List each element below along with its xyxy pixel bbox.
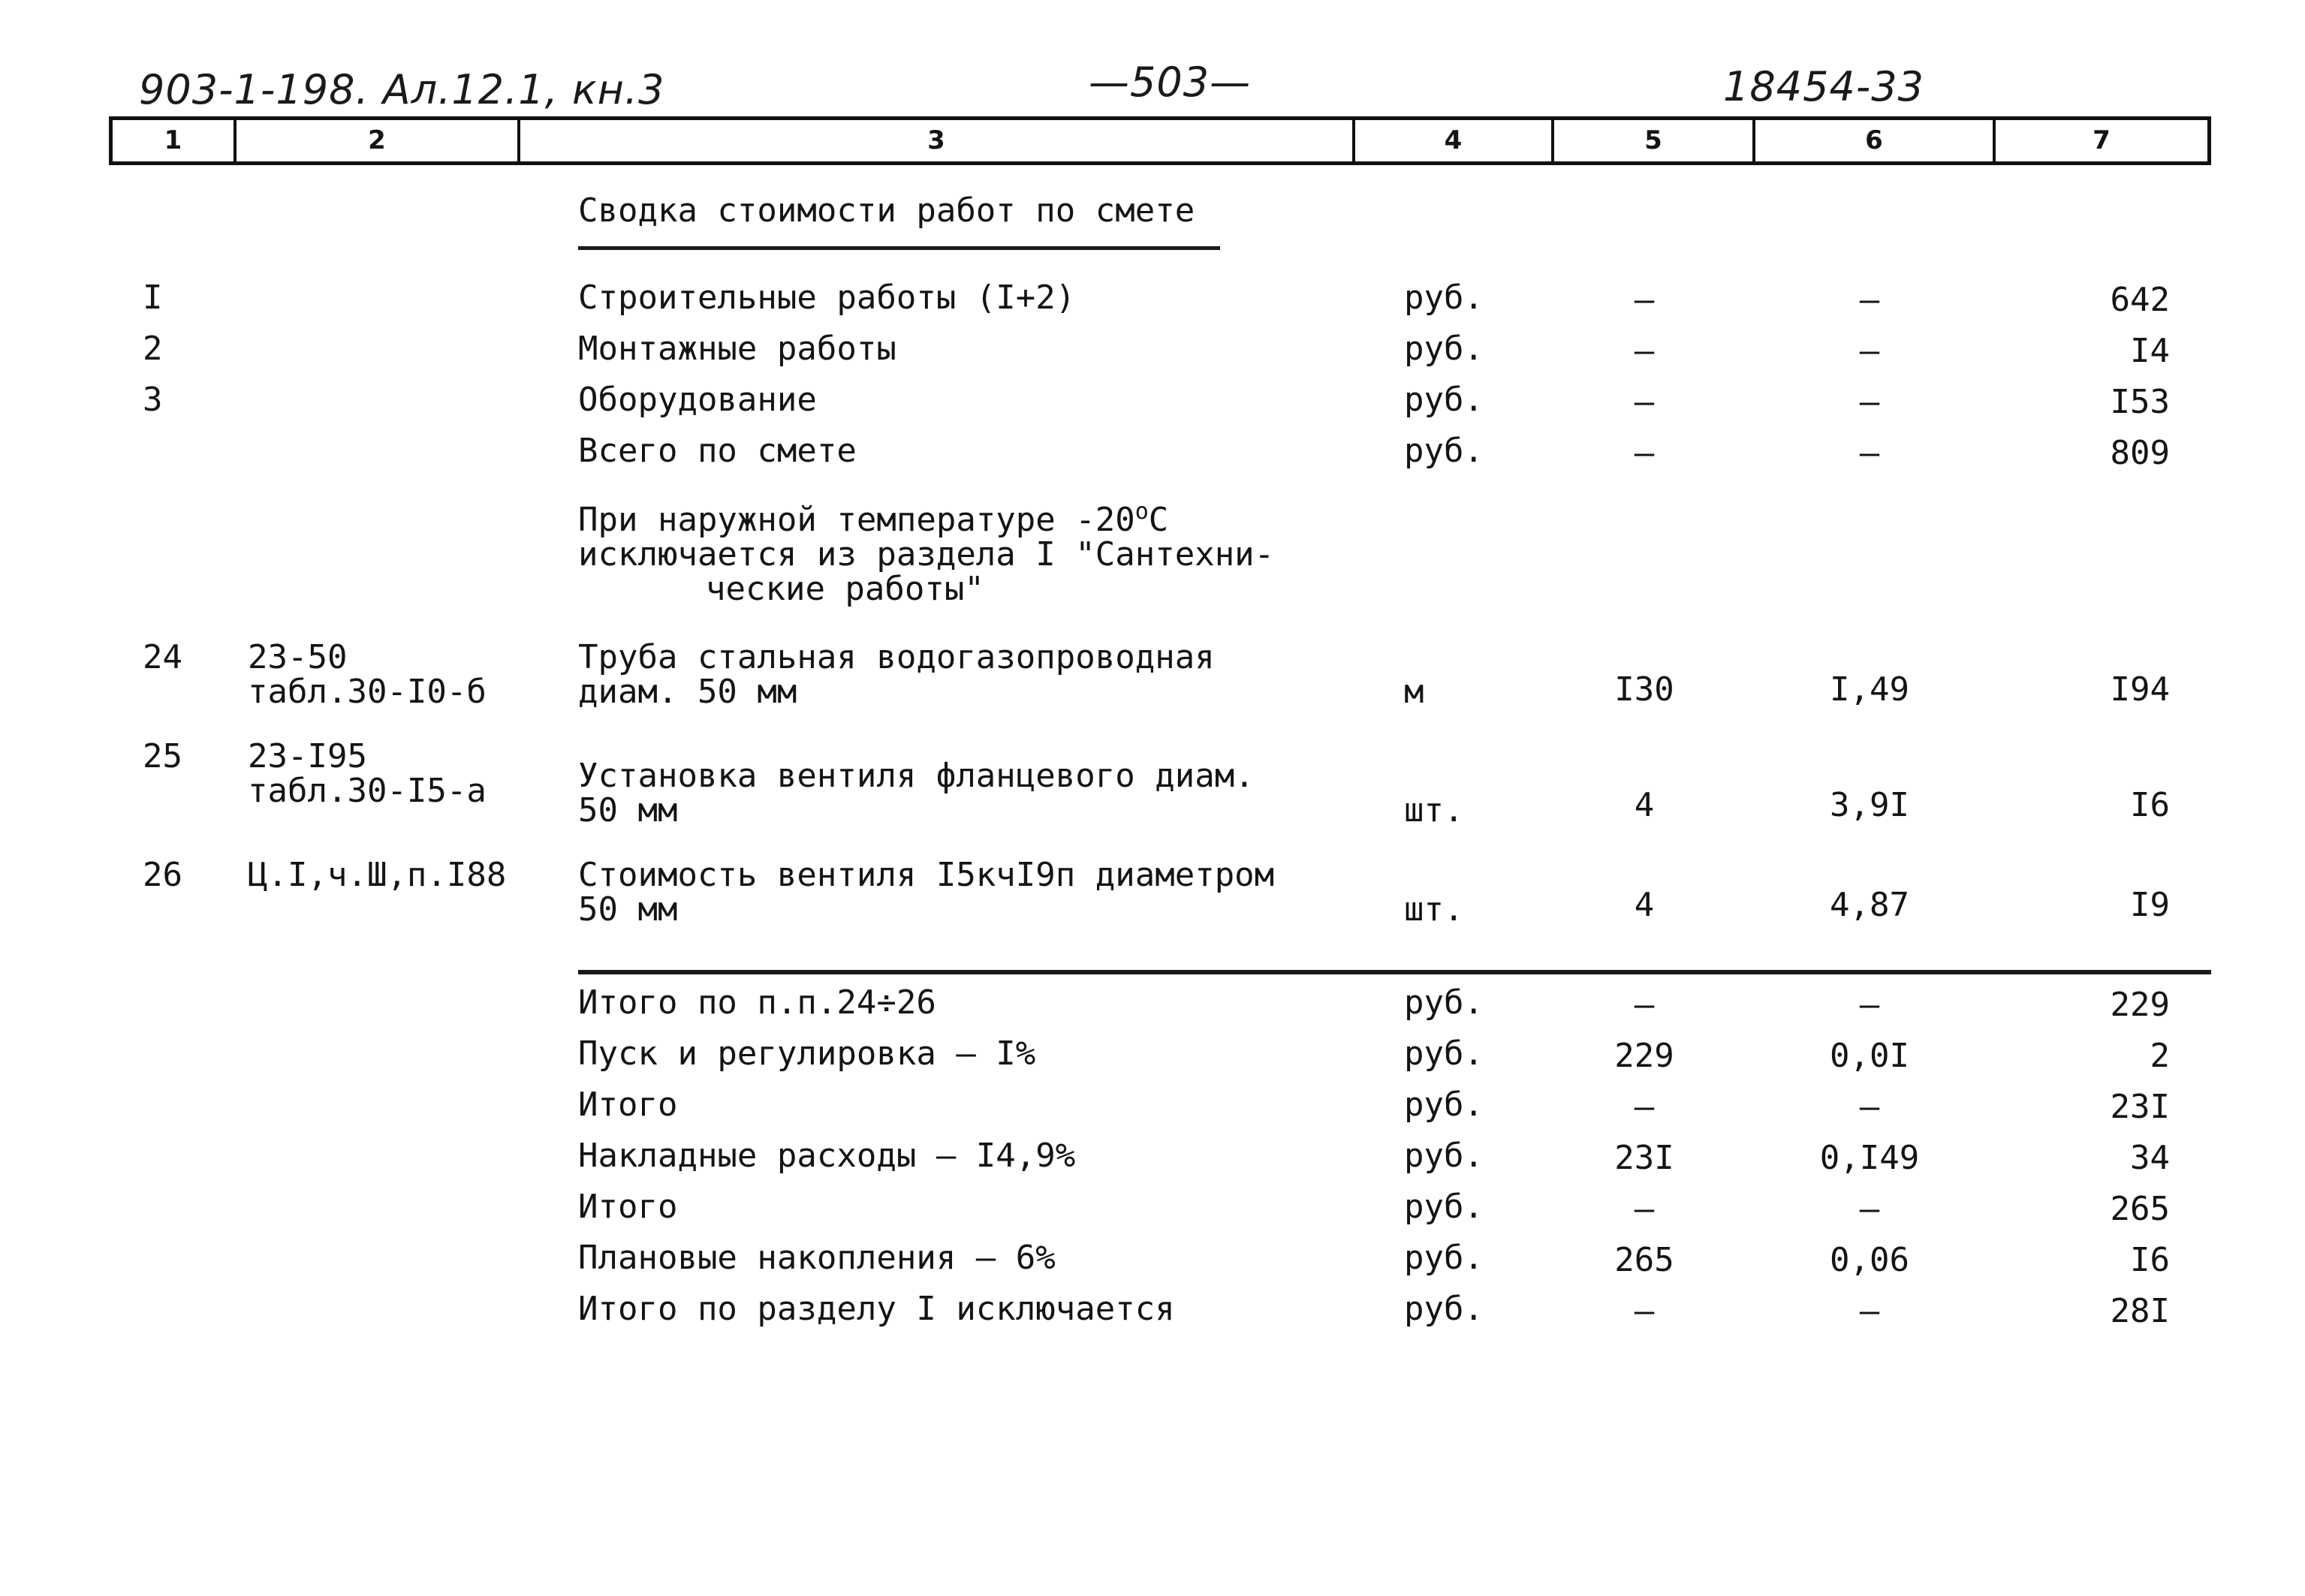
- column-header-7: 7: [2093, 125, 2111, 155]
- totals-name: Плановые накопления – 6%: [578, 1239, 1056, 1277]
- column-header-6: 6: [1755, 120, 1996, 161]
- column-header-5: 5: [1554, 120, 1755, 161]
- totals-price: 0,0I: [1830, 1037, 1909, 1075]
- totals-price: 0,06: [1830, 1241, 1909, 1279]
- row-total: 642: [2110, 281, 2170, 319]
- totals-total: 265: [2110, 1190, 2170, 1228]
- item-qty: 4: [1634, 786, 1655, 824]
- item-name: Стоимость вентиля I5кчI9п диаметром: [578, 856, 1275, 894]
- totals-qty: 229: [1614, 1037, 1674, 1075]
- column-header-3: 3: [520, 120, 1355, 161]
- totals-unit: руб.: [1404, 1034, 1484, 1073]
- item-price: 3,9I: [1830, 786, 1909, 824]
- item-name-cont: диам. 50 мм: [578, 673, 797, 711]
- totals-price: –: [1859, 1292, 1880, 1330]
- totals-unit: руб.: [1404, 1137, 1484, 1175]
- item-ref: 23-I95: [248, 737, 367, 775]
- item-unit: м: [1404, 673, 1424, 711]
- totals-total: I6: [2130, 1241, 2170, 1279]
- column-header-1: 1: [113, 120, 237, 161]
- totals-unit: руб.: [1404, 1188, 1484, 1226]
- item-unit: шт.: [1404, 890, 1464, 929]
- row-price: –: [1859, 332, 1880, 370]
- totals-name: Накладные расходы – I4,9%: [578, 1137, 1076, 1175]
- totals-unit: руб.: [1404, 1290, 1484, 1328]
- totals-total: 34: [2130, 1139, 2170, 1177]
- totals-total: 28I: [2110, 1292, 2170, 1330]
- totals-name: Итого по разделу I исключается: [578, 1290, 1175, 1328]
- row-unit: руб.: [1404, 279, 1484, 317]
- item-ref: 23-50: [248, 638, 348, 676]
- item-name-cont: 50 мм: [578, 890, 678, 929]
- row-price: –: [1859, 281, 1880, 319]
- item-number: 24: [143, 638, 182, 676]
- totals-name: Пуск и регулировка – I%: [578, 1034, 1036, 1073]
- item-number: 25: [143, 737, 182, 775]
- note-line-1: При наружной температуре -20$^o$C: [578, 498, 1169, 539]
- totals-price: 0,I49: [1819, 1139, 1920, 1177]
- item-qty: 4: [1634, 886, 1655, 924]
- row-total: I53: [2110, 383, 2170, 421]
- item-qty: I30: [1614, 670, 1674, 709]
- totals-name: Итого: [578, 1188, 678, 1226]
- totals-qty: 265: [1614, 1241, 1674, 1279]
- totals-separator: [578, 970, 2211, 974]
- totals-unit: руб.: [1404, 1086, 1484, 1124]
- item-number: 26: [143, 856, 182, 894]
- note-line-3: ческие работы": [706, 570, 984, 608]
- summary-title: Сводка стоимости работ по смете: [578, 191, 1195, 230]
- page-number: —503—: [1089, 59, 1252, 106]
- row-total: I4: [2130, 332, 2170, 370]
- row-qty: –: [1634, 383, 1655, 421]
- item-unit: шт.: [1404, 791, 1464, 830]
- row-qty: –: [1634, 434, 1655, 472]
- item-price: I,49: [1830, 670, 1909, 709]
- totals-price: –: [1859, 1190, 1880, 1228]
- row-price: –: [1859, 434, 1880, 472]
- title-underline: [578, 246, 1220, 250]
- row-qty: –: [1634, 332, 1655, 370]
- column-header-row: [109, 116, 2211, 165]
- item-name: Установка вентиля фланцевого диам.: [578, 757, 1255, 795]
- item-price: 4,87: [1830, 886, 1909, 924]
- totals-qty: –: [1634, 1292, 1655, 1330]
- row-unit: руб.: [1404, 432, 1484, 470]
- totals-qty: 23I: [1614, 1139, 1674, 1177]
- totals-total: 23I: [2110, 1088, 2170, 1126]
- item-total: I9: [2130, 886, 2170, 924]
- document-number: 18454-33: [1723, 63, 1924, 110]
- item-ref: Ц.I,ч.Ш,п.I88: [248, 856, 507, 894]
- row-total: 809: [2110, 434, 2170, 472]
- totals-qty: –: [1634, 1190, 1655, 1228]
- totals-total: 2: [2150, 1037, 2170, 1075]
- row-number: 3: [143, 381, 163, 419]
- totals-total: 229: [2110, 986, 2170, 1024]
- row-name: Строительные работы (I+2): [578, 279, 1076, 317]
- item-total: I94: [2110, 670, 2170, 709]
- item-name-cont: 50 мм: [578, 791, 678, 830]
- totals-name: Итого: [578, 1086, 678, 1124]
- row-unit: руб.: [1404, 330, 1484, 368]
- item-ref-table: табл.30-I5-а: [248, 772, 487, 810]
- row-qty: –: [1634, 281, 1655, 319]
- totals-qty: –: [1634, 1088, 1655, 1126]
- column-header-2: 2: [237, 120, 520, 161]
- row-number: 2: [143, 330, 163, 368]
- row-name: Монтажные работы: [578, 330, 896, 368]
- item-ref-table: табл.30-I0-б: [248, 673, 487, 711]
- document-code: 903-1-198. Ал.12.1, кн.3: [139, 66, 665, 113]
- totals-price: –: [1859, 1088, 1880, 1126]
- row-name: Всего по смете: [578, 432, 857, 470]
- row-name: Оборудование: [578, 381, 817, 419]
- totals-name: Итого по п.п.24÷26: [578, 983, 936, 1022]
- totals-unit: руб.: [1404, 1239, 1484, 1277]
- column-header-4: 4: [1355, 120, 1554, 161]
- row-unit: руб.: [1404, 381, 1484, 419]
- totals-unit: руб.: [1404, 983, 1484, 1022]
- item-name: Труба стальная водогазопроводная: [578, 638, 1215, 676]
- row-price: –: [1859, 383, 1880, 421]
- row-number: I: [143, 279, 163, 317]
- note-line-2: исключается из раздела I "Сантехни-: [578, 535, 1275, 574]
- totals-qty: –: [1634, 986, 1655, 1024]
- item-total: I6: [2130, 786, 2170, 824]
- totals-price: –: [1859, 986, 1880, 1024]
